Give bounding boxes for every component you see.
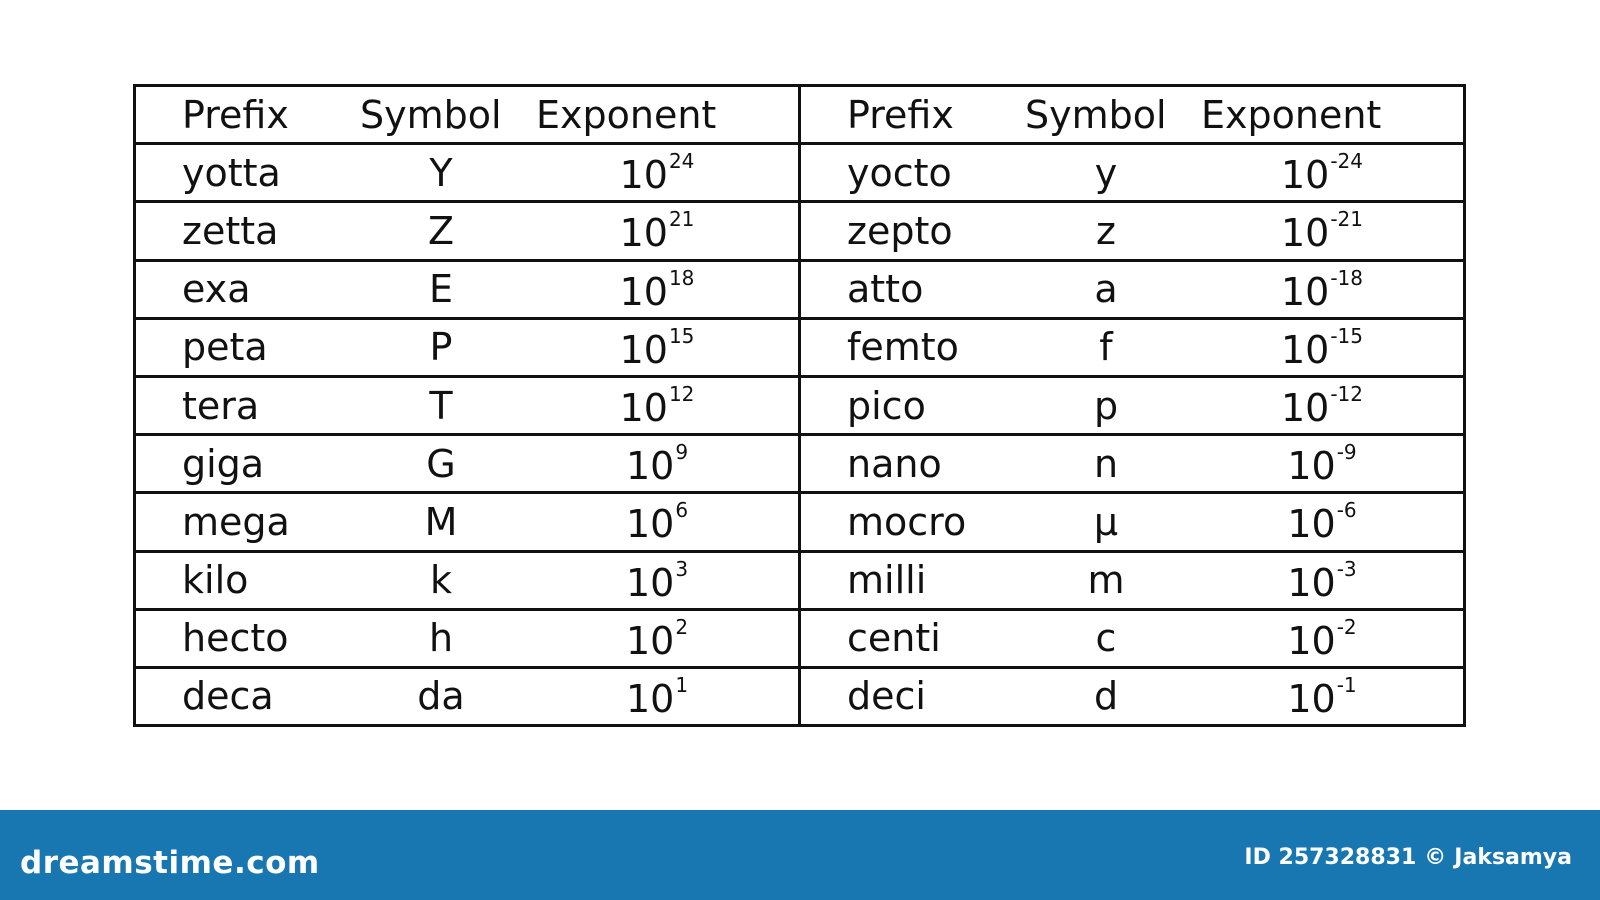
exponent-base: 10: [619, 327, 668, 372]
table-row: [136, 320, 798, 378]
exponent-base: 10: [625, 618, 675, 663]
prefix-exponent: [1201, 440, 1463, 489]
prefix-exponent: [1201, 265, 1463, 314]
header-row-left: [136, 87, 798, 145]
prefix-symbol: a: [1094, 267, 1118, 312]
prefix-symbol: f: [1099, 325, 1113, 370]
table-row: [136, 262, 798, 320]
exponent-base: 10: [1287, 676, 1336, 721]
prefix-name: yocto: [847, 150, 952, 195]
table-row: [136, 553, 798, 611]
exponent-power: -21: [1330, 207, 1364, 232]
exponent-base: 10: [625, 502, 675, 547]
table-row: [801, 436, 1463, 494]
exponent-base: 10: [1287, 618, 1336, 663]
prefix-name: centi: [847, 616, 941, 661]
prefix-symbol: da: [417, 674, 465, 719]
prefix-exponent: [1201, 614, 1463, 663]
si-prefix-table: [133, 84, 1466, 727]
exponent-base: 10: [1280, 327, 1330, 372]
exponent-power: -9: [1336, 440, 1357, 465]
prefix-exponent: [536, 149, 798, 198]
table-row: [801, 611, 1463, 669]
exponent-power: 3: [675, 556, 689, 581]
prefix-name: femto: [847, 325, 959, 370]
exponent-base: 10: [619, 153, 668, 198]
prefix-exponent: [536, 440, 798, 489]
table-row: [136, 611, 798, 669]
exponent-power: -15: [1330, 323, 1364, 348]
exponent-power: 24: [668, 149, 695, 174]
prefix-name: tera: [182, 383, 260, 428]
author-name: Jaksamya: [1454, 844, 1572, 870]
prefix-exponent: [1201, 149, 1463, 198]
prefix-name: kilo: [182, 558, 249, 603]
exponent-base: 10: [1280, 269, 1330, 314]
image-id: ID 257328831: [1244, 844, 1417, 870]
prefix-exponent: [536, 672, 798, 721]
prefix-symbol: G: [426, 441, 456, 486]
prefix-symbol: μ: [1093, 499, 1119, 544]
header-symbol-right: Symbol: [1025, 92, 1167, 137]
prefix-name: mocro: [847, 499, 967, 544]
prefix-symbol: Z: [427, 208, 455, 253]
exponent-power: 6: [675, 498, 689, 523]
table-row: [136, 494, 798, 552]
exponent-base: 10: [1280, 386, 1330, 431]
table-row: [801, 203, 1463, 261]
exponent-power: -3: [1336, 556, 1357, 581]
exponent-power: -1: [1336, 672, 1357, 697]
prefix-symbol: Y: [429, 150, 453, 195]
exponent-base: 10: [625, 560, 675, 605]
prefix-symbol: T: [429, 383, 453, 428]
brand-logo-text: dreamstime.com: [20, 845, 320, 881]
exponent-power: -12: [1330, 382, 1364, 407]
prefix-name: exa: [182, 267, 251, 312]
exponent-base: 10: [619, 211, 668, 256]
prefix-exponent: [536, 614, 798, 663]
header-exponent-right: Exponent: [1201, 92, 1382, 137]
prefix-symbol: k: [429, 558, 452, 603]
exponent-power: 9: [675, 440, 689, 465]
prefix-symbol: m: [1087, 558, 1125, 603]
large-prefix-column: [136, 87, 801, 724]
table-row: [801, 262, 1463, 320]
prefix-symbol: d: [1093, 674, 1119, 719]
header-prefix-right: Prefix: [847, 92, 954, 137]
exponent-base: 10: [1280, 211, 1330, 256]
prefix-name: mega: [182, 499, 290, 544]
prefix-name: atto: [847, 267, 924, 312]
exponent-base: 10: [1280, 153, 1330, 198]
exponent-base: 10: [619, 269, 668, 314]
table-row: [136, 145, 798, 203]
prefix-symbol: h: [428, 616, 454, 661]
prefix-symbol: p: [1093, 383, 1119, 428]
table-row: [136, 436, 798, 494]
prefix-symbol: c: [1095, 616, 1117, 661]
exponent-base: 10: [619, 386, 668, 431]
exponent-power: -6: [1336, 498, 1357, 523]
exponent-base: 10: [625, 444, 675, 489]
table-row: [801, 320, 1463, 378]
prefix-exponent: [536, 207, 798, 256]
table-row: [801, 145, 1463, 203]
table-row: [801, 494, 1463, 552]
prefix-exponent: [1201, 498, 1463, 547]
exponent-base: 10: [1287, 444, 1336, 489]
prefix-name: nano: [847, 441, 942, 486]
prefix-name: deca: [182, 674, 274, 719]
exponent-power: 15: [668, 323, 695, 348]
table-row: [801, 378, 1463, 436]
header-symbol-left: Symbol: [360, 92, 502, 137]
prefix-name: giga: [182, 441, 265, 486]
prefix-name: yotta: [182, 150, 281, 195]
exponent-power: 1: [675, 672, 689, 697]
prefix-exponent: [536, 382, 798, 431]
prefix-exponent: [1201, 672, 1463, 721]
prefix-symbol: M: [424, 499, 458, 544]
prefix-name: pico: [847, 383, 926, 428]
exponent-power: -18: [1330, 265, 1364, 290]
prefix-symbol: z: [1096, 208, 1116, 253]
header-exponent-left: Exponent: [536, 92, 717, 137]
exponent-power: -2: [1336, 614, 1357, 639]
prefix-exponent: [1201, 323, 1463, 372]
table-row: [801, 669, 1463, 724]
prefix-name: zetta: [182, 208, 279, 253]
exponent-power: -24: [1330, 149, 1364, 174]
prefix-symbol: n: [1093, 441, 1119, 486]
prefix-symbol: P: [429, 325, 453, 370]
exponent-power: 18: [668, 265, 695, 290]
exponent-power: 2: [675, 614, 689, 639]
prefix-name: milli: [847, 558, 927, 603]
image-credit: [1244, 845, 1572, 870]
prefix-exponent: [1201, 207, 1463, 256]
prefix-exponent: [1201, 556, 1463, 605]
exponent-base: 10: [1287, 502, 1336, 547]
prefix-name: zepto: [847, 208, 953, 253]
prefix-name: hecto: [182, 616, 289, 661]
table-row: [801, 553, 1463, 611]
prefix-exponent: [536, 556, 798, 605]
exponent-base: 10: [1287, 560, 1336, 605]
prefix-exponent: [536, 498, 798, 547]
prefix-symbol: y: [1094, 150, 1118, 195]
small-prefix-column: [801, 87, 1463, 724]
prefix-symbol: E: [428, 267, 453, 312]
copyright-icon: ©: [1424, 844, 1447, 870]
table-row: [136, 378, 798, 436]
table-row: [136, 669, 798, 724]
header-row-right: [801, 87, 1463, 145]
prefix-name: deci: [847, 674, 926, 719]
exponent-power: 21: [668, 207, 695, 232]
exponent-power: 12: [668, 382, 695, 407]
prefix-name: peta: [182, 325, 268, 370]
prefix-exponent: [1201, 382, 1463, 431]
header-prefix-left: Prefix: [182, 92, 289, 137]
prefix-exponent: [536, 265, 798, 314]
exponent-base: 10: [625, 676, 675, 721]
prefix-exponent: [536, 323, 798, 372]
table-row: [136, 203, 798, 261]
watermark-footer-bar: [0, 810, 1600, 900]
